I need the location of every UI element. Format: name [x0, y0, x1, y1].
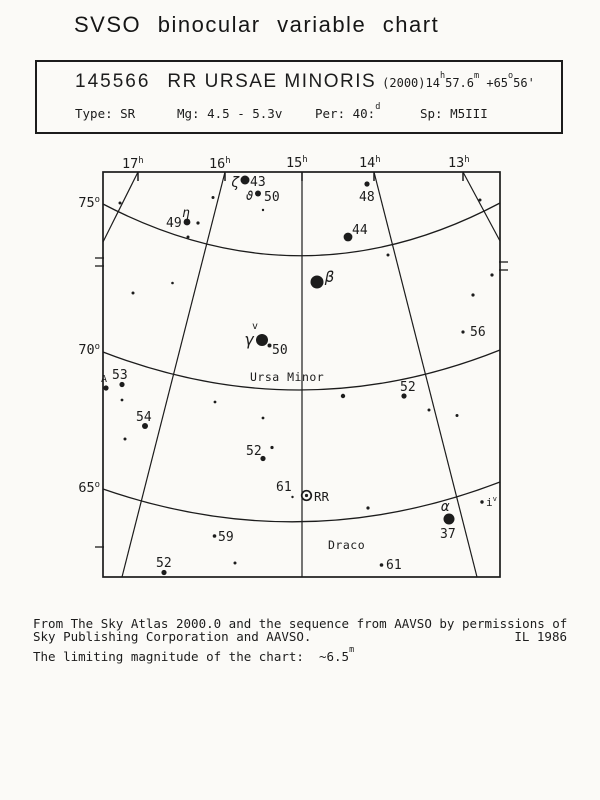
bayer-letter: $i^v$ — [486, 494, 497, 509]
variable-star-label: RR — [314, 489, 330, 504]
star-dot — [291, 496, 293, 498]
star-dot — [268, 344, 272, 348]
star-dot — [366, 506, 369, 509]
star-magnitude-label: 48 — [359, 190, 375, 205]
hour-label: 17$^h$ — [122, 156, 144, 172]
star-dot — [234, 562, 237, 565]
page-title: SVSO binocular variable chart — [74, 12, 440, 37]
star-dot — [212, 196, 215, 199]
star-magnitude-label: 53 — [112, 368, 128, 383]
star-dot — [444, 514, 455, 525]
star-magnitude-label: 50 — [264, 190, 280, 205]
star-magnitude-label: 56 — [470, 325, 486, 340]
magnitude-field: Mg: 4.5 - 5.3v — [177, 106, 283, 121]
star-dot — [213, 534, 217, 538]
coordinates: $(2000)14^h57.6^m +65^o56'$ — [382, 71, 535, 90]
star-dot — [456, 414, 459, 417]
credit-date: IL 1986 — [514, 629, 567, 644]
dec-label: 75$^o$ — [78, 195, 100, 211]
star-dot — [187, 236, 190, 239]
credit-line-2-row — [33, 629, 567, 644]
star-magnitude-label: 61 — [276, 480, 292, 495]
star-dot — [132, 292, 135, 295]
star-dot — [380, 563, 384, 567]
bayer-letter: ϑ — [246, 189, 254, 203]
limiting-magnitude: The limiting magnitude of the chart: ~6.5$^m$ — [33, 645, 355, 665]
star-dot — [428, 409, 431, 412]
hour-label: 16$^h$ — [209, 156, 231, 172]
star-dot — [387, 254, 390, 257]
bayer-letter: A — [101, 374, 108, 385]
star-dot — [490, 273, 493, 276]
star-dot — [103, 385, 108, 390]
star-magnitude-label: 50 — [272, 343, 288, 358]
credit-line-2: Sky Publishing Corporation and AAVSO. — [33, 629, 312, 644]
bayer-letter: η — [182, 206, 190, 221]
bayer-letter: β — [325, 268, 335, 286]
star-magnitude-label: 52 — [400, 380, 416, 395]
star-dot — [262, 209, 264, 211]
star-magnitude-label: 43 — [250, 175, 266, 190]
star-magnitude-label: 44 — [352, 223, 368, 238]
star-dot — [262, 417, 265, 420]
star-dot — [255, 191, 261, 197]
period-field: Per: 40:$^d$ — [315, 102, 381, 122]
star-dot — [124, 438, 127, 441]
star-magnitude-label: 37 — [440, 527, 456, 542]
star-dot — [270, 446, 273, 449]
credit-line-1: From The Sky Atlas 2000.0 and the sequence from AAVSO by permissions of — [33, 616, 568, 631]
star-dot — [471, 293, 474, 296]
type-field: Type: SR — [75, 106, 136, 121]
star-dot — [461, 330, 464, 333]
designation: 145566 — [75, 71, 151, 92]
variable-mark: v — [252, 321, 259, 332]
dec-label: 65$^o$ — [78, 480, 100, 496]
star-magnitude-label: 54 — [136, 410, 152, 425]
star-dot — [241, 176, 250, 185]
hour-label: 13$^h$ — [448, 155, 470, 171]
star-dot — [256, 334, 268, 346]
bayer-letter: α — [441, 499, 450, 515]
star-dot — [364, 181, 369, 186]
hour-label: 14$^h$ — [359, 155, 381, 171]
bayer-letter: ζ — [231, 175, 240, 191]
constellation-label: Draco — [328, 538, 366, 552]
variable-star-center-dot — [305, 494, 308, 497]
spectrum-field: Sp: M5III — [420, 106, 488, 121]
star-dot — [171, 282, 174, 285]
epoch: (2000) — [382, 76, 426, 90]
star-dot — [479, 199, 482, 202]
star-dot — [341, 394, 345, 398]
bayer-letter: γ — [245, 330, 255, 349]
star-dot — [196, 221, 199, 224]
star-name: RR URSAE MINORIS — [167, 71, 377, 92]
star-magnitude-label: 61 — [386, 558, 402, 573]
star-magnitude-label: 52 — [246, 444, 262, 459]
constellation-label: Ursa Minor — [250, 370, 325, 384]
hour-label: 15$^h$ — [286, 155, 308, 171]
star-dot — [480, 500, 483, 503]
star-dot — [311, 276, 324, 289]
dec-label: 70$^o$ — [78, 342, 100, 358]
star-dot — [214, 401, 217, 404]
star-magnitude-label: 52 — [156, 556, 172, 571]
star-dot — [119, 202, 122, 205]
star-dot — [121, 399, 124, 402]
star-magnitude-label: 59 — [218, 530, 234, 545]
star-magnitude-label: 49 — [166, 216, 182, 231]
